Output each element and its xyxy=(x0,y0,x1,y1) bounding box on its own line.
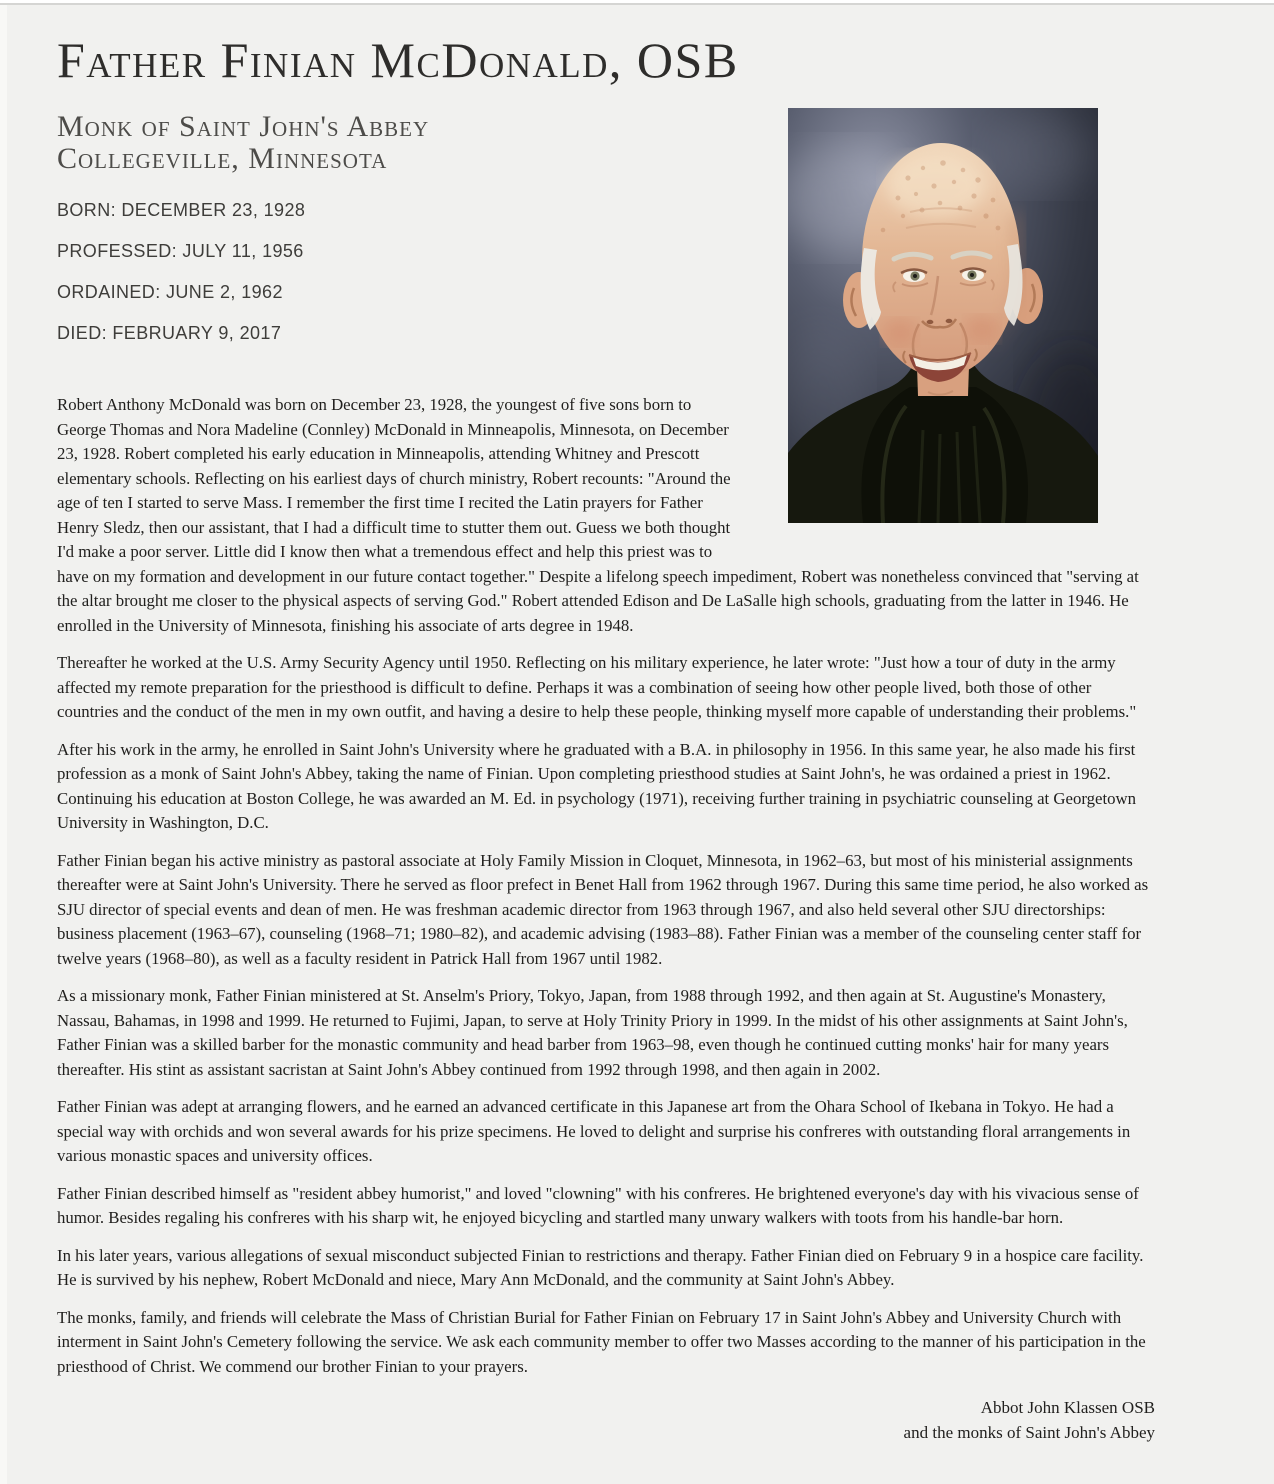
body-paragraph: Father Finian began his active ministry as pastoral associate at Holy Family Mission in Cloquet, Minnesota, in 1962–63, but most of his ministerial assignments thereafter were at Saint John's University. There he served as floor prefect in Benet Hall from 1962 through 1967. During this same time period, he also worked as SJU director of special events and dean of men. He was freshman academic director from 1963 through 1967, and also held several other SJU directorships: business placement (1963–67), counseling (1968–71; 1980–82), and academic advising (1983–88). Father Finian was a member of the counseling center staff for twelve years (1968–80), as well as a faculty resident in Patrick Hall from 1967 until 1982. xyxy=(57,850,1149,968)
body-paragraph: Thereafter he worked at the U.S. Army Security Agency until 1950. Reflecting on his military experience, he later wrote: "Just how a tour of duty in the army affected my remote preparation for the priesthood is difficult to define. Perhaps it was a combination of seeing how other people lived, both those of other countries and the conduct of the men in my own outfit, and having a desire to help these people, thinking myself more capable of understanding their problems." xyxy=(57,653,1137,721)
body-paragraph: Father Finian was adept at arranging flowers, and he earned an advanced certificate in this Japanese art from the Ohara School of Ikebana in Tokyo. He had a special way with orchids and won several awards for his prize specimens. He loved to delight and surprise his confreres with outstanding floral arrangements in various monastic spaces and university offices. xyxy=(57,1097,1131,1165)
signature-block xyxy=(57,1395,1155,1445)
vital-ordained: ORDAINED: JUNE 2, 1962 xyxy=(57,282,283,302)
vital-professed: PROFESSED: JULY 11, 1956 xyxy=(57,241,304,261)
body-paragraph: As a missionary monk, Father Finian ministered at St. Anselm's Priory, Tokyo, Japan, from 1988 through 1992, and then again at St. Augustine's Monastery, Nassau, Bahamas, in 1998 and 1999. He returned to Fujimi, Japan, to serve at Holy Trinity Priory in 1999. In the midst of his other assignments at Saint John's, Father Finian was a skilled barber for the monastic community and head barber from 1963–98, even though he continued cutting monks' hair for many years thereafter. His stint as assistant sacristan at Saint John's Abbey continued from 1992 through 1998, and then again in 2002. xyxy=(57,986,1128,1079)
signature-name: Abbot John Klassen OSB xyxy=(980,1398,1155,1417)
subtitle-line-2: Collegeville, Minnesota xyxy=(57,142,388,175)
biography xyxy=(57,393,1155,1379)
body-paragraph: The monks, family, and friends will celebrate the Mass of Christian Burial for Father Finian on February 17 in Saint John's Abbey and University Church with interment in Saint John's Cemetery following the service. We ask each community member to offer two Masses according to the manner of his participation in the priesthood of Christ. We commend our brother Finian to your prayers. xyxy=(57,1307,1146,1376)
signature-community: and the monks of Saint John's Abbey xyxy=(903,1423,1155,1442)
body-paragraph: In his later years, various allegations of sexual misconduct subjected Finian to restrictions and therapy. Father Finian died on February 9 in a hospice care facility. He is survived by his nephew, Robert McDonald and niece, Mary Ann McDonald, and the community at Saint John's Abbey. xyxy=(57,1245,1144,1289)
body-paragraph: After his work in the army, he enrolled in Saint John's University where he graduated with a B.A. in philosophy in 1956. In this same year, he also made his first profession as a monk of Saint John's Abbey, taking the name of Finian. Upon completing priesthood studies at Saint John's, he was ordained a priest in 1962. Continuing his education at Boston College, he was awarded an M. Ed. in psychology (1971), receiving further training in psychiatric counseling at Georgetown University in Washington, D.C. xyxy=(57,739,1137,832)
body-paragraph: Father Finian described himself as "resident abbey humorist," and loved "clowning" with his confreres. He brightened everyone's day with his vivacious sense of humor. Besides regaling his confreres with his sharp wit, he enjoyed bicycling and startled many unwary walkers with toots from his handle-bar horn. xyxy=(57,1183,1139,1227)
vital-born: BORN: DECEMBER 23, 1928 xyxy=(57,200,306,220)
vital-died: DIED: FEBRUARY 9, 2017 xyxy=(57,323,282,343)
portrait-photo-illustration xyxy=(788,108,1098,523)
subtitle-line-1: Monk of Saint John's Abbey xyxy=(57,110,430,143)
body-paragraph: Robert Anthony McDonald was born on December 23, 1928, the youngest of five sons born to George Thomas and Nora Madeline (Connley) McDonald in Minneapolis, Minnesota, on December 23, 1928. Robert completed his early education in Minneapolis, attending Whitney and Prescott elementary schools. Reflecting on his earliest days of church ministry, Robert recounts: "Around the age of ten I started to serve Mass. I remember the first time I recited the Latin prayers for Father Henry Sledz, then our assistant, that I had a difficult time to stutter them out. Guess we both thought I'd make a poor server. Little did I know then what a tremendous effect and help this priest was to have on my formation and development in our future contact together." Despite a lifelong speech impediment, Robert was nonetheless convinced that "serving at the altar brought me closer to the physical aspects of serving God." Robert attended Edison and De LaSalle high schools, graduating from the latter in 1946. He enrolled in the University of Minnesota, finishing his associate of arts degree in 1948. xyxy=(57,395,1139,635)
memorial-page xyxy=(7,5,1274,1484)
page-title: Father Finian McDonald, OSB xyxy=(57,32,739,88)
left-gutter xyxy=(0,5,7,1484)
portrait-photo xyxy=(788,108,1098,523)
